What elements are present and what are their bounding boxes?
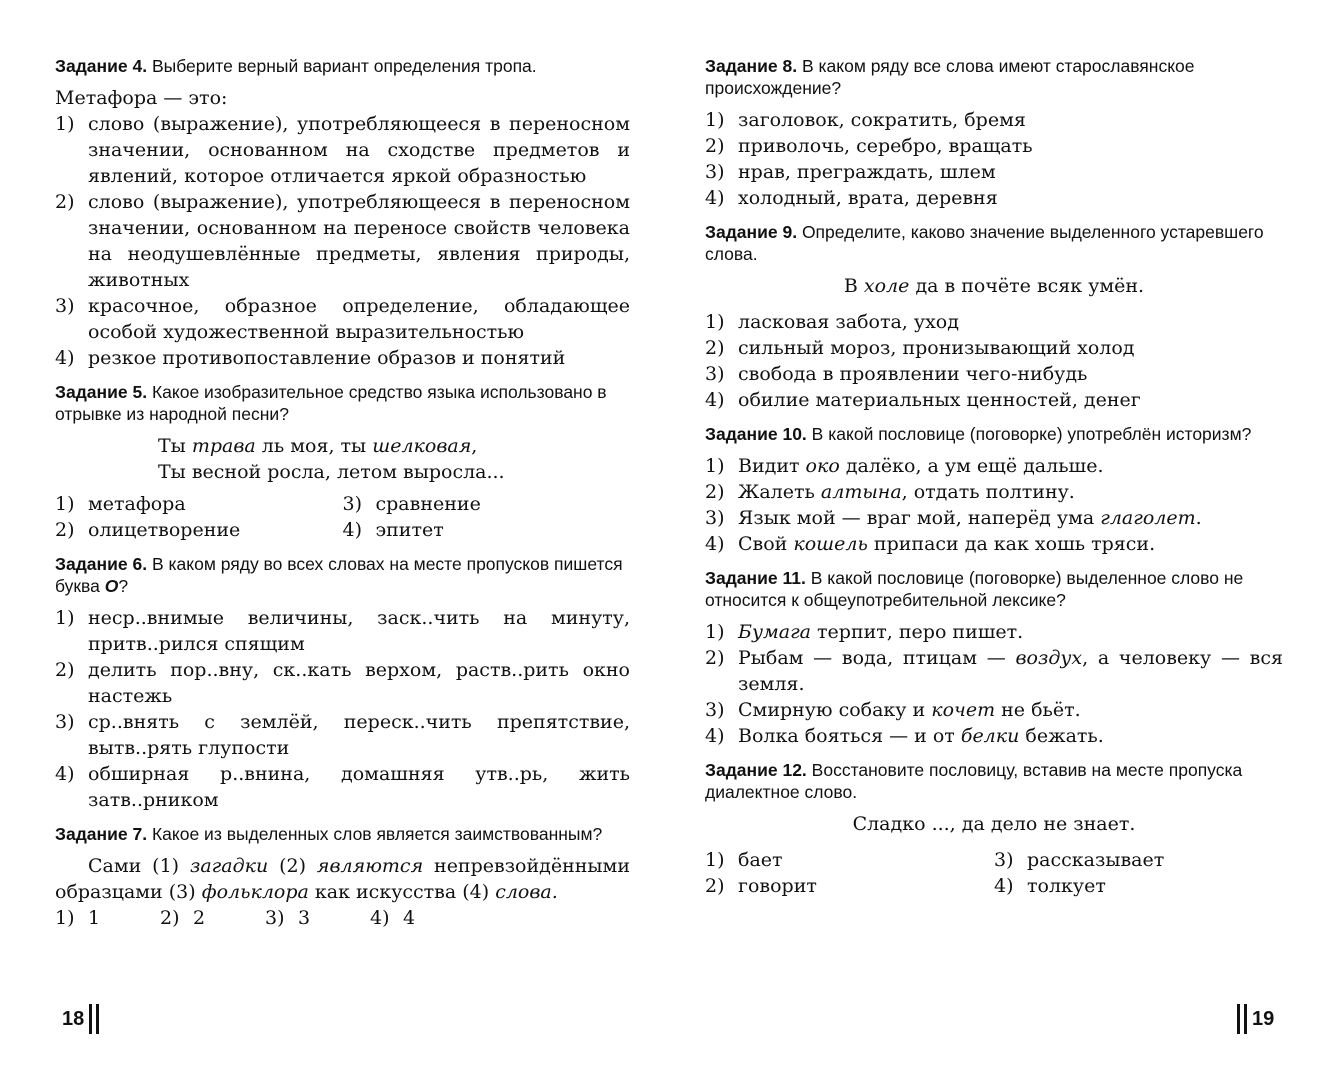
option-text-part: Свой — [738, 533, 794, 555]
task-4-question: Выберите верный вариант определения тропа. — [151, 56, 537, 76]
option — [994, 847, 1283, 873]
option-text: 4 — [403, 907, 416, 929]
task-5-label: Задание 5. — [55, 382, 148, 402]
option — [160, 905, 265, 931]
poem-line-2: Ты весной росла, летом выросла... — [158, 461, 505, 483]
page-number-right — [1235, 1004, 1274, 1034]
option-text: слово (выражение), употребляющееся в переносном значении, основанном на сходстве предметов и явлений, которое отличается яркой образностью — [88, 113, 630, 187]
option-text: олицетворение — [88, 519, 241, 541]
option-number: 4) — [705, 187, 725, 209]
option-text: резкое противопоставление образов и понятий — [88, 347, 566, 369]
option-text: неср..внимые величины, заск..чить на минуту, притв..рился спящим — [88, 607, 630, 655]
left-page — [0, 0, 668, 1080]
task-6-header — [55, 553, 630, 597]
option-text: свобода в проявлении чего-нибудь — [738, 363, 1088, 385]
task-9-header — [705, 221, 1283, 265]
option-text-part: Жалеть — [738, 481, 821, 503]
option-text — [738, 531, 1283, 557]
page-bar — [1237, 1004, 1240, 1034]
task-12-options — [705, 847, 1283, 899]
task-6-question: В каком ряду во всех словах на месте пропусков пишется буква — [55, 554, 623, 596]
option-text: бает — [738, 849, 783, 871]
page-bar — [96, 1004, 99, 1034]
option — [705, 847, 994, 873]
option-number: 4) — [55, 763, 75, 785]
option-number: 2) — [705, 337, 725, 359]
option-text-part: бежать. — [1019, 725, 1104, 747]
task-9-sentence — [705, 273, 1283, 299]
option-number: 2) — [705, 481, 725, 503]
passage-text: (2) — [268, 855, 317, 877]
option — [705, 619, 1283, 645]
option-text: обширная р..внина, домашняя утв..рь, жить затв..рником — [88, 763, 630, 811]
option-text: рассказывает — [1027, 849, 1165, 871]
option — [55, 491, 343, 517]
option — [55, 657, 630, 709]
option — [705, 133, 1283, 159]
option-text: метафора — [88, 493, 186, 515]
option-number: 2) — [705, 875, 725, 897]
task-9 — [705, 221, 1283, 413]
option-number: 2) — [55, 191, 75, 213]
option — [705, 645, 1283, 697]
option — [705, 873, 994, 899]
option-number: 4) — [705, 533, 725, 555]
option-text-part: , а человеку — вся земля. — [738, 647, 1283, 695]
option — [55, 517, 343, 543]
option-number: 4) — [342, 519, 363, 541]
option-text: приволочь, серебро, вращать — [738, 135, 1033, 157]
task-11 — [705, 567, 1283, 749]
option-number: 3) — [705, 507, 725, 529]
option-text-part: Язык мой — враг мой, наперёд ума — [738, 507, 1101, 529]
option — [55, 605, 630, 657]
option-text-part: Видит — [738, 455, 806, 477]
task-5-options — [55, 491, 630, 543]
passage-text: как искусства (4) — [308, 881, 496, 903]
option-number: 4) — [705, 725, 725, 747]
option-text-part: Волка бояться — и от — [738, 725, 961, 747]
option-text-part: , отдать полтину. — [901, 481, 1075, 503]
option-text: делить пор..вну, ск..кать верхом, раств..рить окно настежь — [88, 659, 630, 707]
option-number: 2) — [55, 659, 75, 681]
option-number: 4) — [994, 875, 1014, 897]
task-6-letter: О — [104, 576, 119, 596]
task-12-label: Задание 12. — [705, 760, 807, 780]
task-8 — [705, 55, 1283, 211]
option-text-part: . — [1195, 507, 1202, 529]
option — [705, 185, 1283, 211]
option-number: 2) — [705, 647, 725, 669]
option-text — [738, 723, 1283, 749]
task-9-question: Определите, каково значение выделенного устаревшего слова. — [705, 222, 1264, 264]
option-number: 1) — [705, 109, 725, 131]
option — [705, 387, 1283, 413]
option — [55, 189, 630, 293]
task-11-label: Задание 11. — [705, 568, 806, 588]
option — [705, 159, 1283, 185]
option-number: 1) — [705, 621, 725, 643]
option — [370, 905, 475, 931]
task-10-options — [705, 453, 1283, 557]
option-text: 3 — [298, 907, 311, 929]
task-6-label: Задание 6. — [55, 554, 148, 574]
option-text: обилие материальных ценностей, денег — [738, 389, 1141, 411]
option-number: 1) — [55, 113, 75, 135]
option-emphasis: Бумага — [738, 621, 811, 643]
task-5-question: Какое изобразительное средство языка использовано в отрывке из народной песни? — [55, 382, 607, 424]
option-number: 4) — [370, 907, 390, 929]
task-5-header — [55, 381, 630, 425]
option-emphasis: кочет — [931, 699, 996, 721]
option-number: 3) — [55, 295, 75, 317]
option — [55, 905, 160, 931]
option-text: 2 — [193, 907, 206, 929]
passage-word-2: являются — [316, 855, 424, 877]
page-bar — [89, 1004, 92, 1034]
option-text: красочное, образное определение, обладающее особой художественной выразительностью — [88, 295, 630, 343]
option — [55, 111, 630, 189]
option — [705, 531, 1283, 557]
task-8-label: Задание 8. — [705, 56, 798, 76]
option — [705, 479, 1283, 505]
option-number: 1) — [55, 907, 75, 929]
option — [705, 107, 1283, 133]
poem-text: Ты — [158, 435, 192, 457]
task-7 — [55, 823, 630, 931]
option-text-part: припаси да как хошь тряси. — [867, 533, 1156, 555]
option-emphasis: око — [805, 455, 840, 477]
option-number: 2) — [160, 907, 180, 929]
poem-emphasis: шелковая — [372, 435, 472, 457]
option — [705, 505, 1283, 531]
option-text: говорит — [738, 875, 817, 897]
task-6-qmark: ? — [118, 576, 129, 596]
option-text: толкует — [1027, 875, 1106, 897]
option-text: ласковая забота, уход — [738, 311, 959, 333]
task-11-question: В какой пословице (поговорке) выделенное слово не относится к общеупотребительной лексике? — [705, 568, 1244, 610]
option-text — [738, 505, 1283, 531]
task-4-label: Задание 4. — [55, 56, 148, 76]
task-8-question: В каком ряду все слова имеют старославянское происхождение? — [705, 56, 1195, 98]
left-column — [55, 55, 630, 941]
option-number: 1) — [705, 849, 725, 871]
option-text: эпитет — [375, 519, 444, 541]
task-12-question: Восстановите пословицу, вставив на месте пропуска диалектное слово. — [705, 760, 1243, 802]
task-7-options — [55, 905, 475, 931]
option-number: 3) — [55, 711, 75, 733]
option-number: 1) — [55, 493, 75, 515]
passage-word-3: фольклора — [201, 881, 309, 903]
option-number: 1) — [705, 455, 725, 477]
option-text: 1 — [88, 907, 101, 929]
option-number: 2) — [705, 135, 725, 157]
option-number: 3) — [342, 493, 363, 515]
task-10 — [705, 423, 1283, 557]
task-7-question: Какое из выделенных слов является заимствованным? — [151, 824, 603, 844]
option-text: холодный, врата, деревня — [738, 187, 998, 209]
poem-line-1 — [158, 433, 630, 459]
option-number: 4) — [55, 347, 75, 369]
option-text: заголовок, сократить, бремя — [738, 109, 1026, 131]
right-page — [668, 0, 1337, 1080]
task-11-header — [705, 567, 1283, 611]
option — [994, 873, 1283, 899]
page-number-text: 18 — [62, 1007, 85, 1030]
option-number: 1) — [705, 311, 725, 333]
option-text-part: Рыбам — вода, птицам — — [738, 647, 1016, 669]
option-text: ср..внять с землёй, переск..чить препятствие, вытв..рять глупости — [88, 711, 630, 759]
option-emphasis: воздух — [1015, 647, 1083, 669]
poem-text: ль моя, ты — [255, 435, 373, 457]
option-emphasis: алтына — [820, 481, 902, 503]
option — [55, 345, 630, 371]
task-4-header — [55, 55, 630, 77]
option-text — [738, 697, 1283, 723]
option-text-part: не бьёт. — [995, 699, 1081, 721]
option-text: нрав, преграждать, шлем — [738, 161, 996, 183]
task-4 — [55, 55, 630, 371]
task-7-label: Задание 7. — [55, 824, 148, 844]
option — [705, 361, 1283, 387]
option-number: 2) — [55, 519, 75, 541]
option — [705, 723, 1283, 749]
option-number: 4) — [705, 389, 725, 411]
option — [705, 335, 1283, 361]
option-text: сильный мороз, пронизывающий холод — [738, 337, 1135, 359]
task-9-label: Задание 9. — [705, 222, 798, 242]
task-7-passage — [55, 853, 630, 905]
sentence-emphasis: холе — [863, 275, 910, 297]
option-text-part: Смирную собаку и — [738, 699, 932, 721]
poem-text: , — [471, 435, 478, 457]
option-number: 3) — [705, 161, 725, 183]
page-bar — [1244, 1004, 1247, 1034]
passage-text: Сами (1) — [88, 855, 190, 877]
task-5 — [55, 381, 630, 543]
task-12 — [705, 759, 1283, 899]
option-text-part: терпит, перо пишет. — [811, 621, 1024, 643]
task-5-poem — [158, 433, 630, 485]
task-9-options — [705, 309, 1283, 413]
passage-word-1: загадки — [189, 855, 269, 877]
task-8-options — [705, 107, 1283, 211]
option-text: сравнение — [375, 493, 481, 515]
option-text — [738, 645, 1283, 697]
option-emphasis: белки — [960, 725, 1020, 747]
option-number: 3) — [994, 849, 1014, 871]
option-text — [738, 479, 1283, 505]
option — [55, 709, 630, 761]
task-6 — [55, 553, 630, 813]
option-emphasis: глаголет — [1100, 507, 1196, 529]
task-10-header — [705, 423, 1283, 445]
poem-emphasis: трава — [191, 435, 256, 457]
task-4-options — [55, 111, 630, 371]
option — [265, 905, 370, 931]
right-column — [705, 55, 1283, 909]
page-number-left — [62, 1004, 101, 1034]
option — [705, 309, 1283, 335]
option — [55, 293, 630, 345]
option-number: 3) — [265, 907, 285, 929]
task-10-label: Задание 10. — [705, 424, 807, 444]
page-number-text: 19 — [1252, 1007, 1275, 1030]
task-6-options — [55, 605, 630, 813]
option-number: 1) — [55, 607, 75, 629]
passage-word-4: слова. — [495, 881, 558, 903]
option — [705, 697, 1283, 723]
option-text-part: далёко, а ум ещё дальше. — [839, 455, 1104, 477]
task-7-header — [55, 823, 630, 845]
option — [705, 453, 1283, 479]
option — [343, 491, 631, 517]
task-11-options — [705, 619, 1283, 749]
sentence-text: В — [843, 275, 864, 297]
task-4-intro: Метафора — это: — [55, 87, 228, 109]
task-10-question: В какой пословице (поговорке) употреблён историзм? — [811, 424, 1252, 444]
option — [343, 517, 631, 543]
option — [55, 761, 630, 813]
option-text — [738, 619, 1283, 645]
option-number: 3) — [705, 363, 725, 385]
task-8-header — [705, 55, 1283, 99]
task-12-header — [705, 759, 1283, 803]
passage-text: непревзойдёнными образцами (3) — [55, 855, 630, 903]
sentence-text: да в почёте всяк умён. — [909, 275, 1145, 297]
option-emphasis: кошель — [793, 533, 868, 555]
option-number: 3) — [705, 699, 725, 721]
option-text — [738, 453, 1283, 479]
task-12-sentence: Сладко ..., да дело не знает. — [852, 813, 1136, 835]
option-text: слово (выражение), употребляющееся в переносном значении, основанном на переносе свойств человека на неодушевлённые предметы, явления природы, животных — [88, 191, 630, 291]
